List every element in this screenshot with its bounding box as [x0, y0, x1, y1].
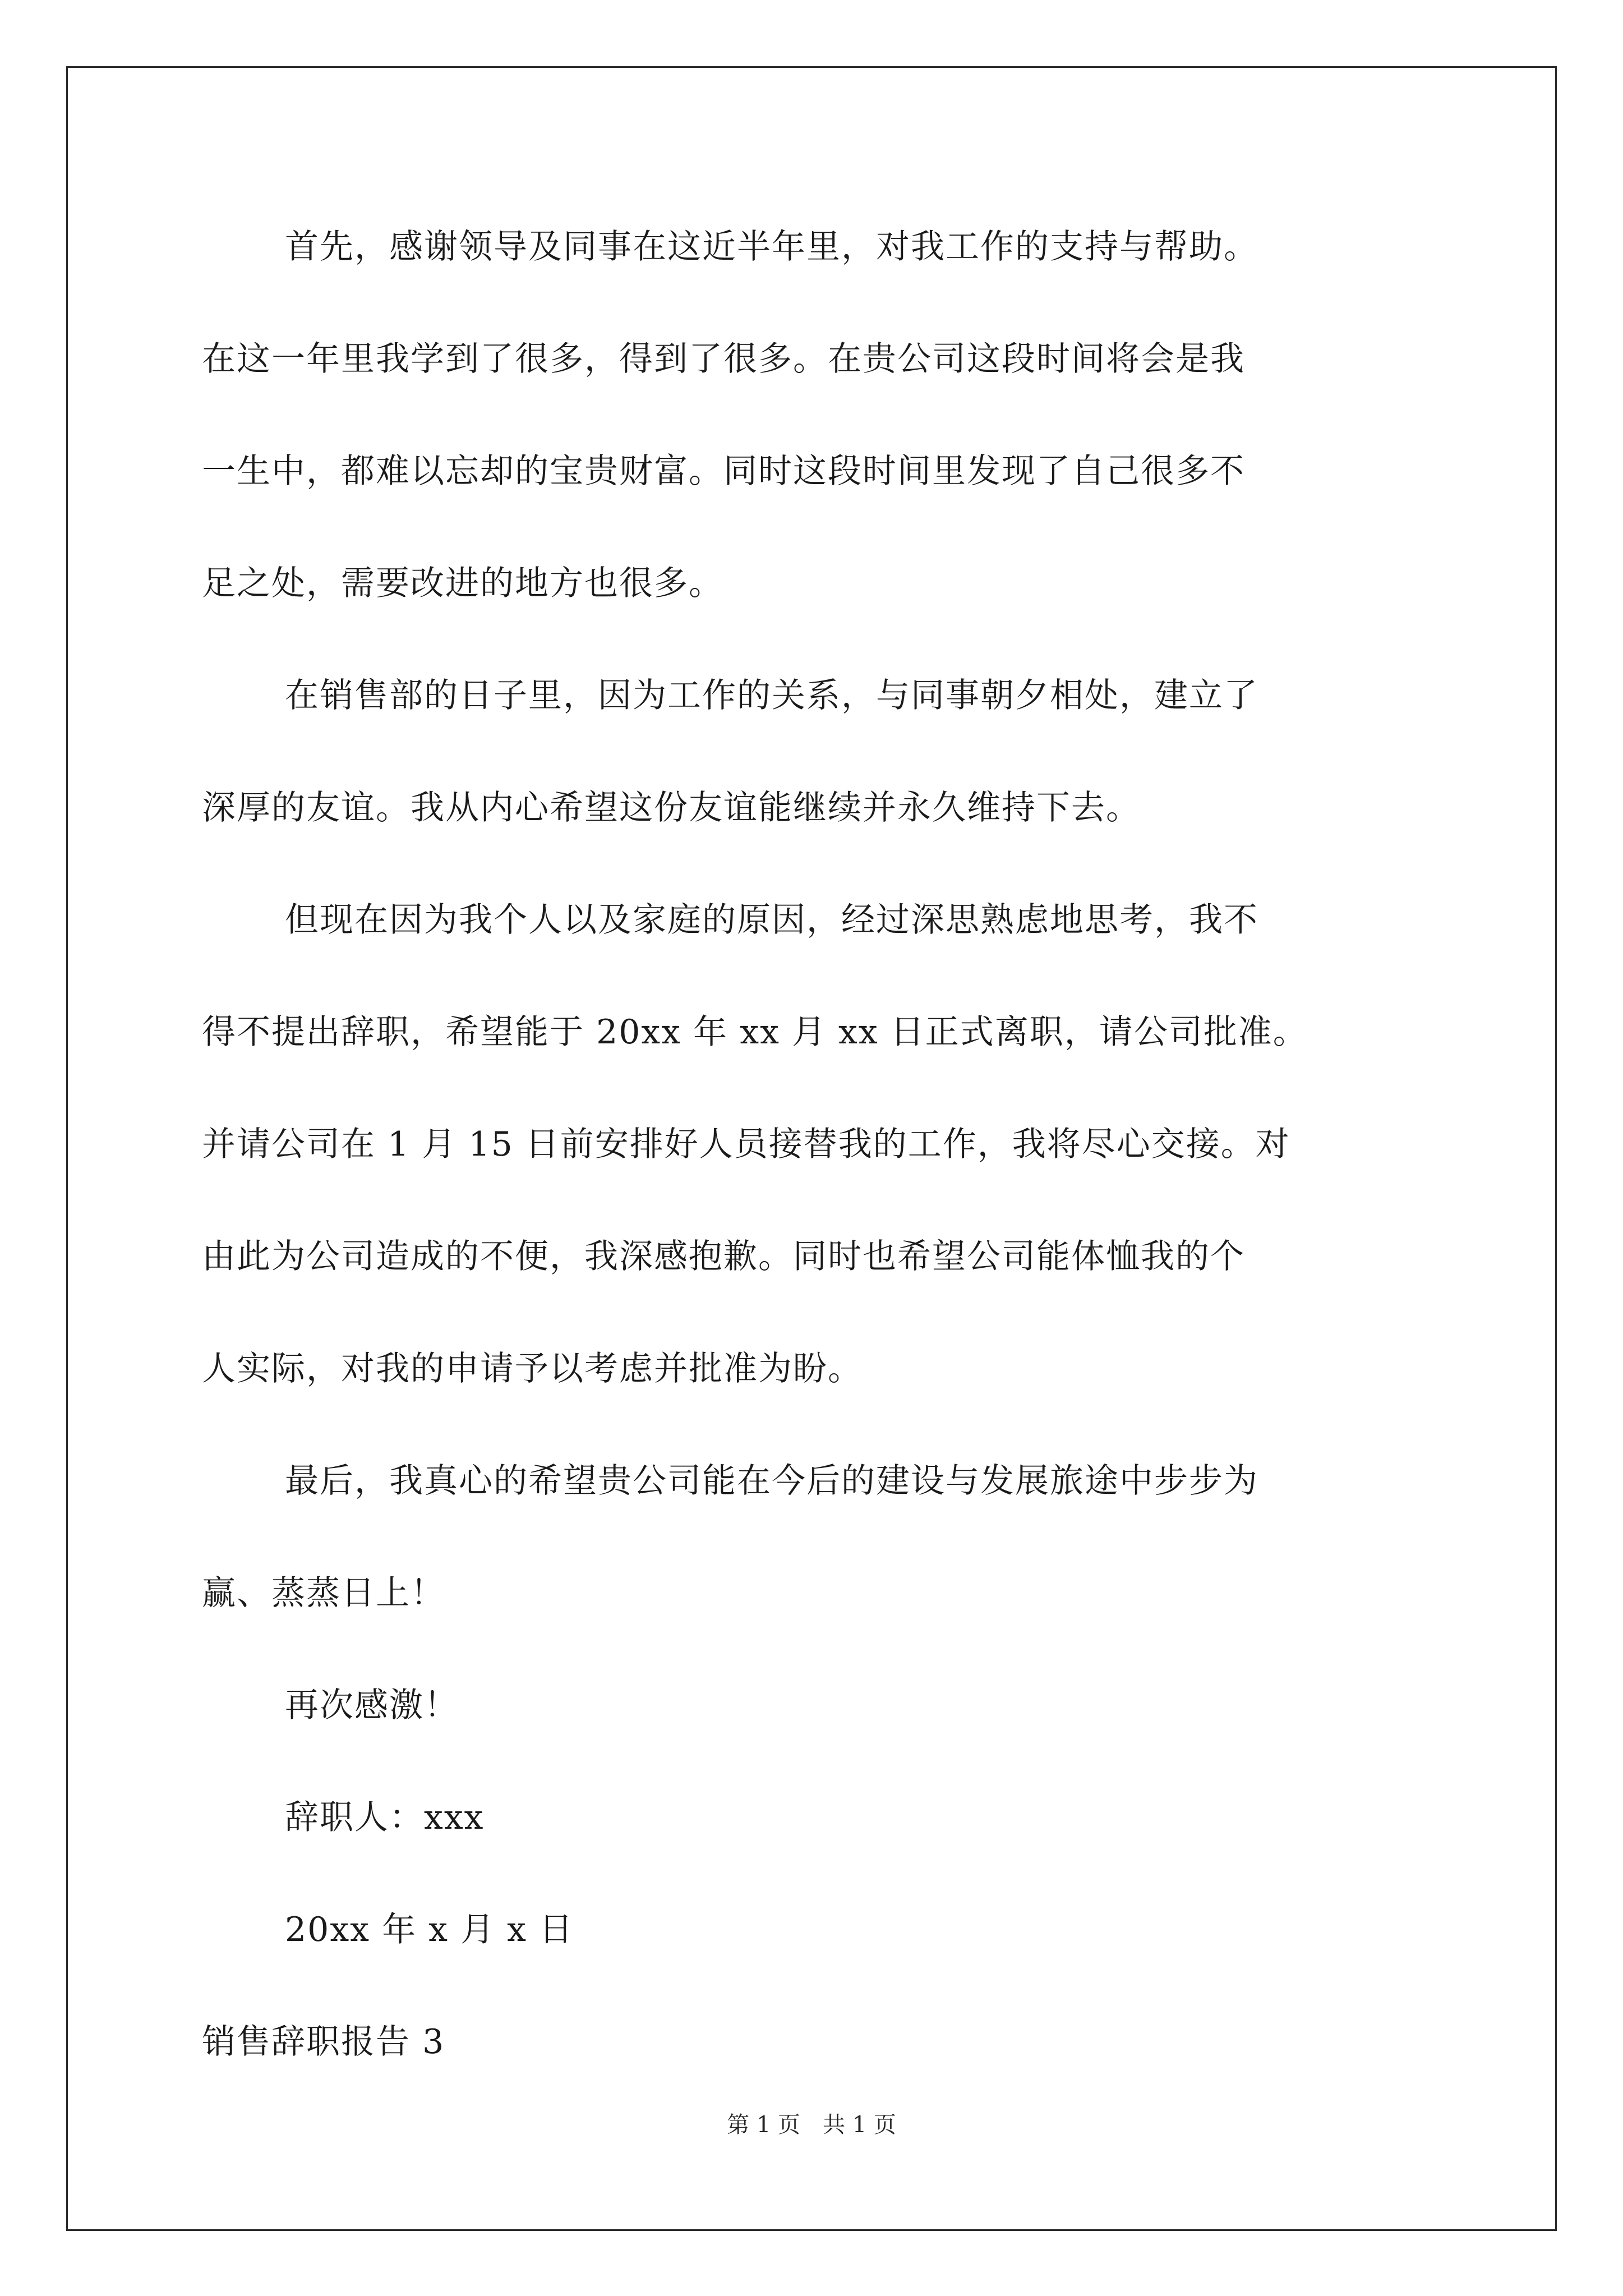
body-line: 在销售部的日子里，因为工作的关系，与同事朝夕相处，建立了 — [285, 676, 1258, 715]
page-number: 第 1 页 共 1 页 — [727, 2112, 896, 2138]
body-line: 由此为公司造成的不便，我深感抱歉。同时也希望公司能体恤我的个 — [202, 1237, 1245, 1276]
body-line: 人实际，对我的申请予以考虑并批准为盼。 — [202, 1349, 863, 1388]
body-line: 并请公司在 1 月 15 日前安排好人员接替我的工作，我将尽心交接。对 — [202, 1125, 1290, 1164]
body-line: 但现在因为我个人以及家庭的原因，经过深思熟虑地思考，我不 — [285, 900, 1258, 940]
closing-line: 再次感激！ — [285, 1686, 459, 1725]
body-line: 足之处，需要改进的地方也很多。 — [202, 564, 723, 603]
body-line: 在这一年里我学到了很多，得到了很多。在贵公司这段时间将会是我 — [202, 339, 1245, 379]
body-line: 最后，我真心的希望贵公司能在今后的建设与发展旅途中步步为 — [285, 1461, 1258, 1501]
date-line: 20xx 年 x 月 x 日 — [285, 1910, 574, 1949]
section-heading: 销售辞职报告 3 — [202, 2022, 445, 2062]
body-line: 得不提出辞职，希望能于 20xx 年 xx 月 xx 日正式离职，请公司批准。 — [202, 1013, 1308, 1052]
body-line: 深厚的友谊。我从内心希望这份友谊能继续并永久维持下去。 — [202, 788, 1141, 827]
body-line: 赢、蒸蒸日上！ — [202, 1573, 445, 1613]
signature-line: 辞职人：xxx — [285, 1798, 485, 1837]
body-line: 一生中，都难以忘却的宝贵财富。同时这段时间里发现了自己很多不 — [202, 452, 1245, 491]
body-line: 首先，感谢领导及同事在这近半年里，对我工作的支持与帮助。 — [285, 227, 1258, 266]
